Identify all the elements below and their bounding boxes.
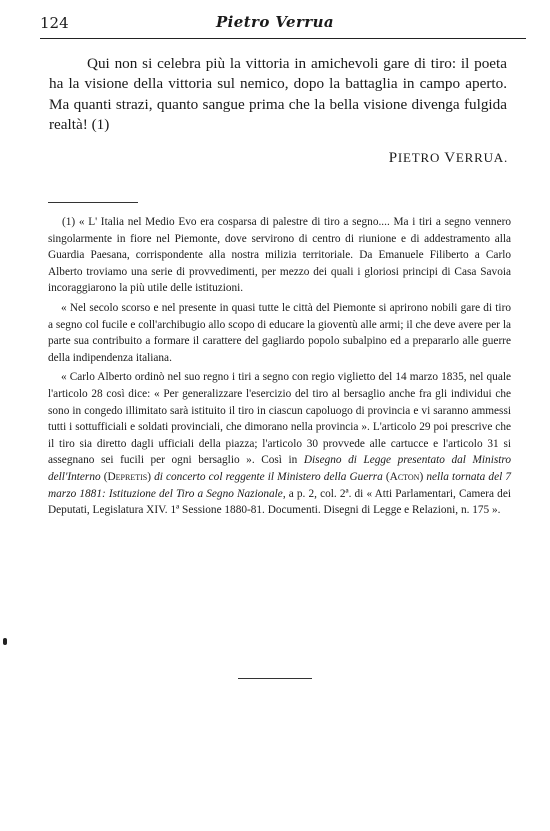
footnote-p3-italic-1: Disegno di Legge presentato dal Ministro dell'Interno — [48, 454, 511, 483]
footnote-paragraph-3 — [48, 369, 511, 518]
footnote-block — [48, 214, 511, 522]
running-head: Pietro Verrua — [215, 13, 334, 31]
page-number: 124 — [40, 14, 69, 32]
footnote-separator — [48, 202, 138, 203]
footnote-p3-italic-2: di concerto col reggente il Ministero della Guerra — [151, 470, 386, 483]
footnote-p3-text-a: « Carlo Alberto ordinò nel suo regno i tiri a segno con regio viglietto del 14 marzo 1835, nel quale l'articolo 28 così dice: « Per generalizzare l'esercizio del tiro al bersaglio anche fra gli individui che sono in congedo illimitato sarà istituito il tiro in ciascun capoluogo di provincia e vi saranno ammessi tutti i sottufficiali e soldati provinciali, che dimorano nella provincia ». L'articolo 29 poi prescrive che il tiro sia diretto dagli ufficiali della piazza; l'articolo 30 provvede alle cartucce e l'articolo 31 si assegnano sei fucili per ogni bersaglio ». Così in — [48, 371, 511, 467]
signature-first-rest: IETRO — [397, 150, 441, 165]
header-rule — [40, 38, 526, 39]
closing-rule — [238, 678, 312, 679]
footnote-paragraph-1: (1) « L' Italia nel Medio Evo era cosparsa di palestre di tiro a segno.... Ma i tiri a segno vennero singolarmente in fiore nel Piemonte, dove servirono di centro di riunione e di addestramento alla Guardia Paesana, corrispondente alla nostra milizia territoriale. Da Emanuele Filiberto a Carlo Alberto troviamo una serie di provvedimenti, per mezzo dei quali i gloriosi principi di Casa Savoia incoraggiarono la più utile delle istituzioni. — [48, 216, 511, 295]
footnote-p3-smallcaps-2: (Acton) — [385, 470, 424, 483]
footnote-p3-italic-3: nella tornata del 7 marzo 1881: Istituzione del Tiro a Segno Nazionale — [48, 470, 512, 500]
signature-last-rest: ERRUA. — [455, 150, 508, 165]
body-paragraph: Qui non si celebra più la vittoria in amichevoli gare di tiro: il poeta ha la visione della vittoria sul nemico, dopo la battaglia in campo aperto. Ma quanti strazi, quanto sangue prima che la bella visione divenga fulgida realtà! (1) — [49, 55, 507, 134]
footnote-p3-smallcaps-1: (Depretis) — [103, 470, 151, 483]
signature-last-initial: V — [444, 150, 456, 166]
footnote-paragraph-2: « Nel secolo scorso e nel presente in quasi tutte le città del Piemonte si aprirono nobili gare di tiro a segno col fucile e coll'archibugio allo scopo di educare la gioventù alle armi; il che deve avere per la parte sua contribuito a formare il carattere del gagliardo popolo subalpino ed a prepararlo alle guerre della indipendenza italiana. — [48, 301, 511, 364]
author-signature — [389, 150, 508, 167]
margin-ink-mark — [3, 638, 7, 645]
signature-first-initial: P — [388, 150, 398, 166]
footnote-p3-text-b: , a p. 2, col. 2ª. di « Atti Parlamentari, Camera dei Deputati, Legislatura XIV. 1ª Sessione 1880-81. Documenti. Disegni di Legge e Relazioni, n. 175 ». — [48, 487, 511, 517]
